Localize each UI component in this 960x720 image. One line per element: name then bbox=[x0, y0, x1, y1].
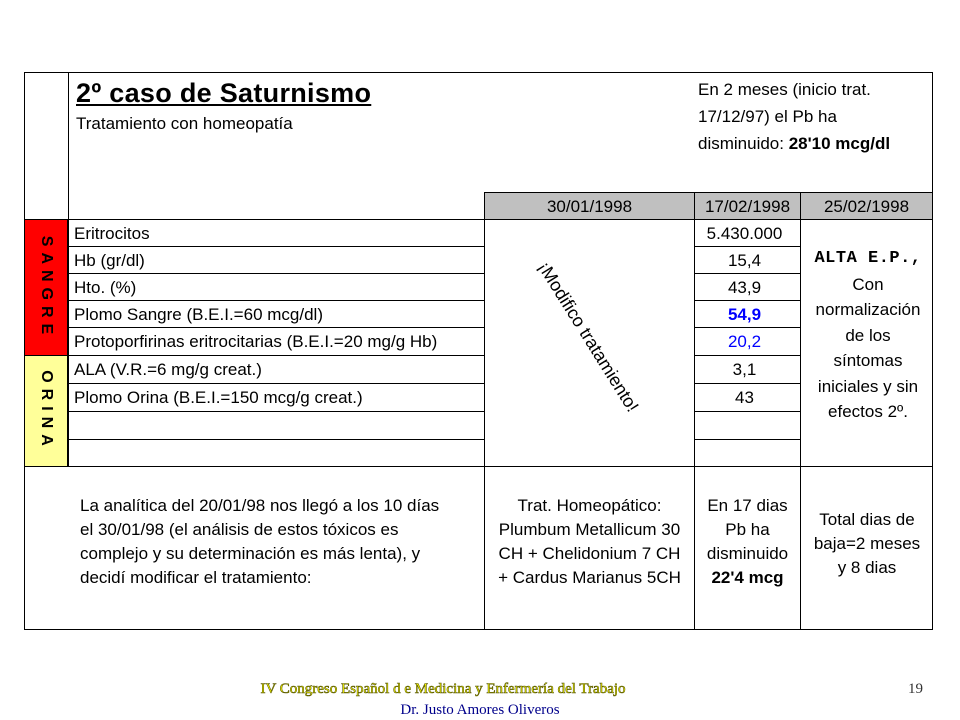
row-label: Plomo Sangre (B.E.I.=60 mcg/dl) bbox=[74, 305, 323, 324]
alta-line: Con bbox=[852, 274, 884, 294]
group-orina-label: ORINA bbox=[38, 370, 55, 452]
group-sangre-label: SANGRE bbox=[38, 235, 55, 340]
analysis-line: La analítica del 20/01/98 nos llegó a los 10 días bbox=[80, 496, 440, 515]
result-text bbox=[695, 494, 800, 590]
page-subtitle: Tratamiento con homeopatía bbox=[76, 114, 293, 133]
summary-note-line: 17/12/97) el Pb ha bbox=[698, 107, 837, 126]
row-divider bbox=[68, 355, 484, 356]
treatment-line: Trat. Homeopático: bbox=[517, 496, 662, 515]
value-divider bbox=[694, 246, 801, 247]
row-label: Protoporfirinas eritrocitarias (B.E.I.=20 mg/g Hb) bbox=[74, 332, 438, 351]
alta-line: de los bbox=[845, 325, 891, 345]
alta-line: normalización bbox=[815, 300, 921, 319]
result-value: 22'4 mcg bbox=[711, 568, 784, 587]
baja-line: y 8 dias bbox=[837, 558, 897, 577]
row-divider bbox=[68, 300, 484, 301]
result-line: En 17 dias bbox=[707, 496, 788, 515]
result-line: disminuido bbox=[706, 544, 789, 563]
row-label: Hb (gr/dl) bbox=[74, 251, 145, 270]
footer-congress: IV Congreso Español d e Medicina y Enfermería del Trabajo bbox=[260, 681, 626, 697]
row-label: Eritrocitos bbox=[74, 224, 150, 243]
row-value-highlight: 20,2 bbox=[727, 332, 762, 351]
date-header-1: 30/01/1998 bbox=[484, 192, 695, 220]
row-value-highlight: 54,9 bbox=[727, 305, 762, 324]
summary-note-line bbox=[698, 130, 928, 157]
baja-line: baja=2 meses bbox=[813, 534, 921, 553]
treatment-line: Plumbum Metallicum 30 bbox=[498, 520, 681, 539]
page-title: 2º caso de Saturnismo bbox=[76, 78, 372, 108]
alta-note bbox=[805, 246, 931, 425]
summary-note-value: 28'10 mcg/dl bbox=[788, 134, 891, 153]
label-column-line bbox=[68, 72, 69, 467]
baja-text bbox=[801, 508, 933, 580]
summary-note-line: En 2 meses (inicio trat. bbox=[698, 80, 871, 99]
row-label: ALA (V.R.=6 mg/g creat.) bbox=[74, 360, 262, 379]
value-divider bbox=[694, 273, 801, 274]
date-header-3: 25/02/1998 bbox=[800, 192, 933, 220]
baja-line: Total dias de bbox=[819, 510, 915, 529]
value-divider bbox=[694, 439, 801, 440]
value-divider bbox=[694, 327, 801, 328]
value-divider bbox=[694, 355, 801, 356]
row-label: Hto. (%) bbox=[74, 278, 137, 297]
row-divider bbox=[68, 327, 484, 328]
value-divider bbox=[694, 300, 801, 301]
analysis-line: el 30/01/98 (el análisis de estos tóxicos es bbox=[80, 520, 399, 539]
row-divider bbox=[68, 246, 484, 247]
row-label: Plomo Orina (B.E.I.=150 mcg/g creat.) bbox=[74, 388, 363, 407]
date-header-2: 17/02/1998 bbox=[694, 192, 801, 220]
alta-line: iniciales y sin bbox=[817, 376, 919, 396]
row-divider bbox=[68, 273, 484, 274]
rotated-note: ¡Modifico tratamiento! bbox=[534, 258, 643, 416]
alta-line: efectos 2º. bbox=[828, 402, 908, 421]
row-divider bbox=[68, 411, 484, 412]
row-value: 5.430.000 bbox=[706, 224, 783, 243]
alta-line: síntomas bbox=[833, 351, 903, 370]
analysis-line: decidí modificar el tratamiento: bbox=[80, 568, 312, 587]
group-sangre bbox=[24, 219, 68, 356]
summary-note bbox=[698, 76, 928, 157]
value-divider bbox=[694, 411, 801, 412]
row-divider bbox=[68, 383, 484, 384]
table-divider bbox=[24, 219, 933, 220]
alta-title: ALTA E.P., bbox=[814, 249, 922, 268]
treatment-line: + Cardus Marianus 5CH bbox=[498, 568, 681, 587]
row-divider bbox=[68, 439, 484, 440]
table-divider bbox=[24, 466, 933, 467]
summary-note-prefix: disminuido: bbox=[698, 134, 789, 153]
row-value: 43,9 bbox=[727, 278, 762, 297]
footer-author: Dr. Justo Amores Oliveros bbox=[400, 702, 560, 718]
row-value: 3,1 bbox=[732, 360, 757, 379]
row-value: 15,4 bbox=[727, 251, 762, 270]
value-divider bbox=[694, 383, 801, 384]
analysis-line: complejo y su determinación es más lenta), y bbox=[80, 544, 421, 563]
result-line: Pb ha bbox=[725, 520, 770, 539]
row-value: 43 bbox=[735, 388, 754, 407]
group-orina bbox=[24, 355, 68, 467]
treatment-text bbox=[485, 494, 694, 590]
page-number: 19 bbox=[908, 681, 923, 697]
treatment-line: CH + Chelidonium 7 CH bbox=[498, 544, 681, 563]
analysis-text bbox=[80, 494, 480, 590]
